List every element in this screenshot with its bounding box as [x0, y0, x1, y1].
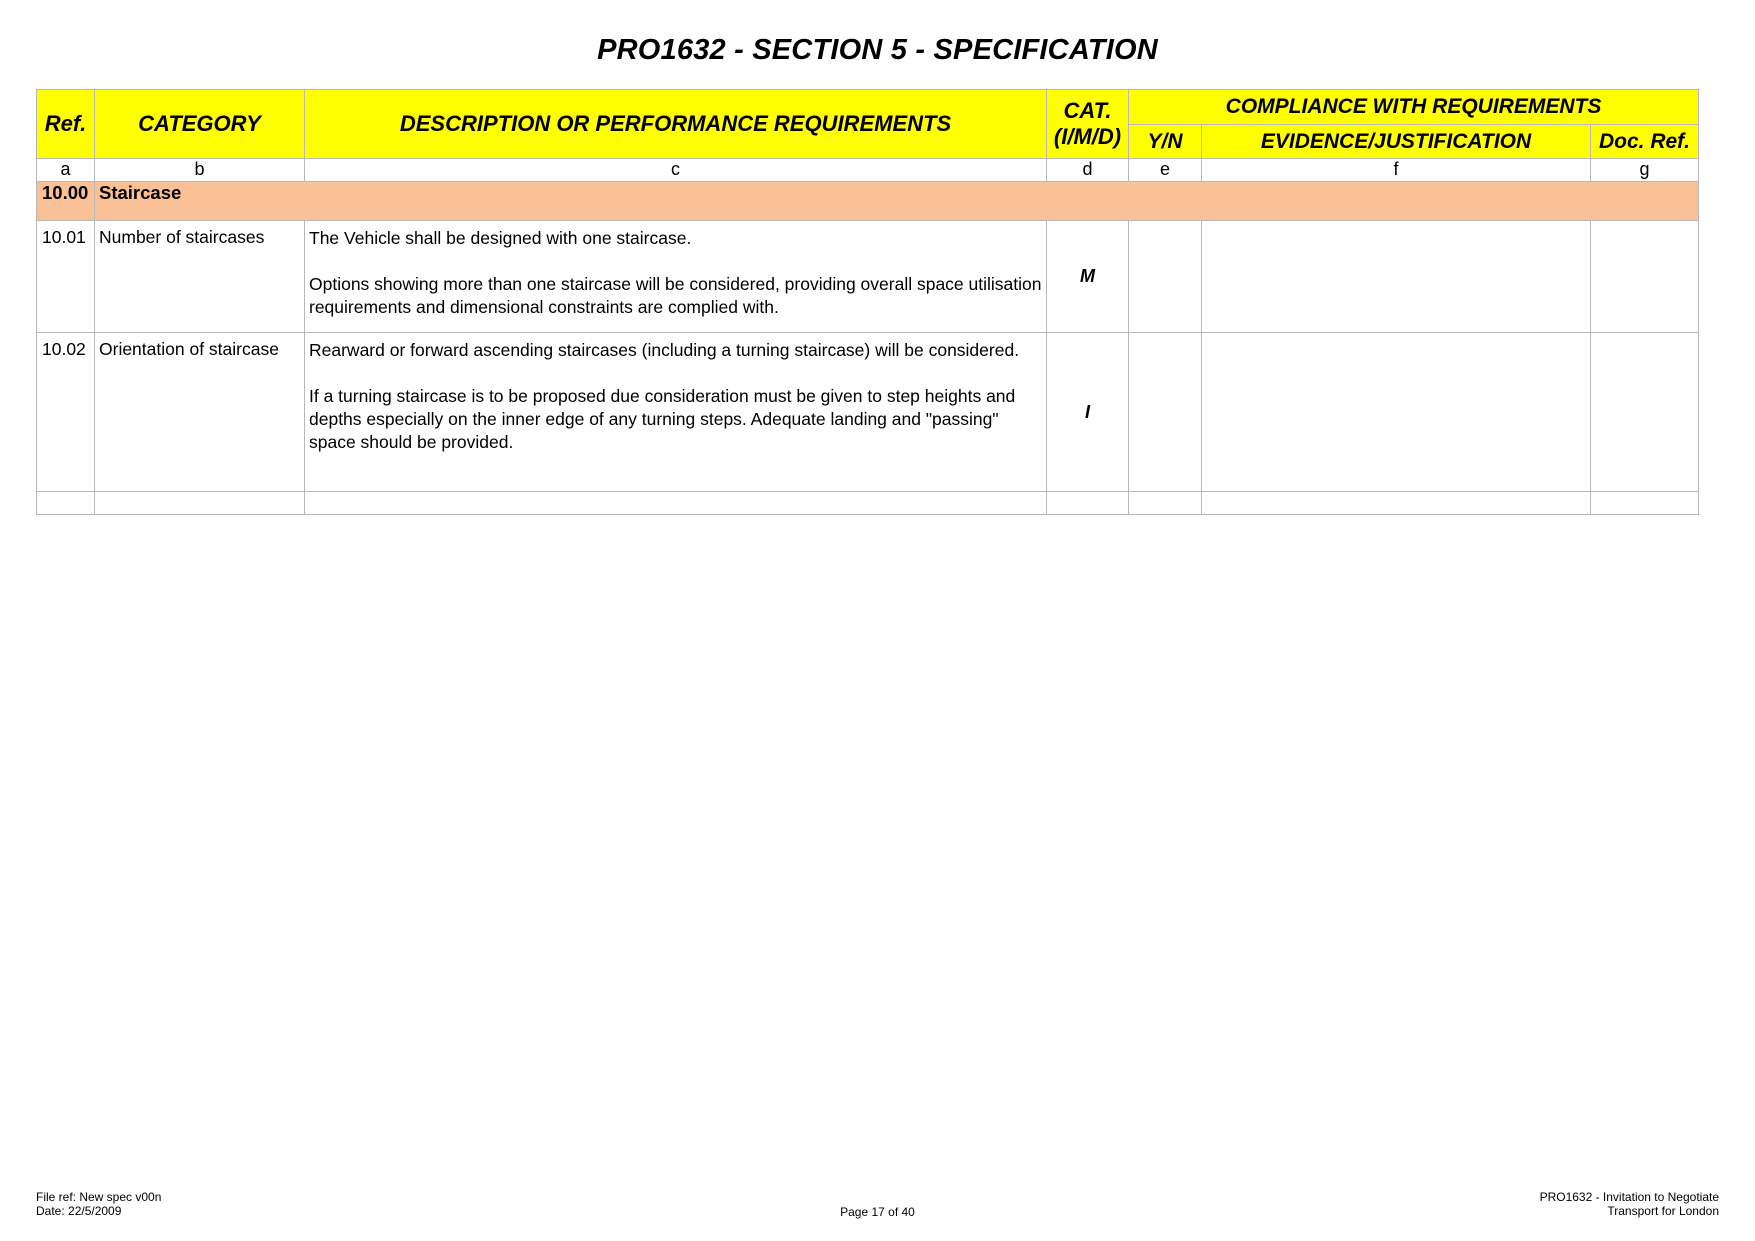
footer-page-number: Page 17 of 40	[840, 1205, 915, 1219]
section-ref: 10.00	[37, 182, 95, 221]
row-docref-cell[interactable]	[1591, 333, 1699, 492]
page-title: PRO1632 - SECTION 5 - SPECIFICATION	[597, 34, 1158, 66]
row-cat-code: I	[1047, 333, 1129, 492]
header-compliance: COMPLIANCE WITH REQUIREMENTS	[1129, 90, 1699, 125]
footer-file-ref: File ref: New spec v00n	[36, 1190, 162, 1204]
table-row	[37, 221, 1699, 333]
row-docref-cell[interactable]	[1591, 221, 1699, 333]
row-evidence-cell[interactable]	[1202, 333, 1591, 492]
row-ref: 10.01	[37, 221, 95, 333]
footer-right	[1540, 1190, 1719, 1218]
header-yn: Y/N	[1129, 125, 1202, 159]
section-row	[37, 182, 1699, 221]
column-letter: d	[1047, 159, 1129, 182]
description-paragraph: If a turning staircase is to be proposed due consideration must be given to step heights and depths especially on the inner edge of any turning steps. Adequate landing and "passing" space should be provided.	[309, 386, 1016, 452]
description-paragraph: The Vehicle shall be designed with one staircase.	[309, 228, 692, 248]
header-description: DESCRIPTION OR PERFORMANCE REQUIREMENTS	[305, 90, 1047, 159]
row-cat-code: M	[1047, 221, 1129, 333]
row-description	[305, 221, 1047, 333]
row-evidence-cell[interactable]	[1202, 221, 1591, 333]
row-yn-cell[interactable]	[1129, 221, 1202, 333]
column-letter: g	[1591, 159, 1699, 182]
section-title: Staircase	[95, 182, 1699, 221]
header-ref: Ref.	[37, 90, 95, 159]
blank-row	[37, 492, 1699, 515]
row-description	[305, 333, 1047, 492]
footer-doc-title: PRO1632 - Invitation to Negotiate	[1539, 1190, 1719, 1204]
header-category: CATEGORY	[95, 90, 305, 159]
column-letter: e	[1129, 159, 1202, 182]
column-letter: f	[1202, 159, 1591, 182]
header-evidence: EVIDENCE/JUSTIFICATION	[1202, 125, 1591, 159]
table-row	[37, 333, 1699, 492]
row-ref: 10.02	[37, 333, 95, 492]
description-paragraph: Options showing more than one staircase will be considered, providing overall space utilisation requirements and dimensional constraints are complied with.	[309, 274, 1042, 317]
row-category: Orientation of staircase	[95, 333, 305, 492]
footer-organisation: Transport for London	[1607, 1204, 1719, 1218]
specification-table	[36, 89, 1699, 515]
header-cat-line1: CAT.	[1063, 98, 1112, 123]
header-docref: Doc. Ref.	[1591, 125, 1699, 159]
row-category: Number of staircases	[95, 221, 305, 333]
column-letter: a	[37, 159, 95, 182]
row-yn-cell[interactable]	[1129, 333, 1202, 492]
footer-date: Date: 22/5/2009	[36, 1204, 122, 1218]
column-letter-row	[37, 159, 1699, 182]
column-letter: b	[95, 159, 305, 182]
column-letter: c	[305, 159, 1047, 182]
header-cat	[1047, 90, 1129, 159]
description-paragraph: Rearward or forward ascending staircases (including a turning staircase) will be considered.	[309, 340, 1020, 360]
header-cat-line2: (I/M/D)	[1053, 124, 1122, 149]
